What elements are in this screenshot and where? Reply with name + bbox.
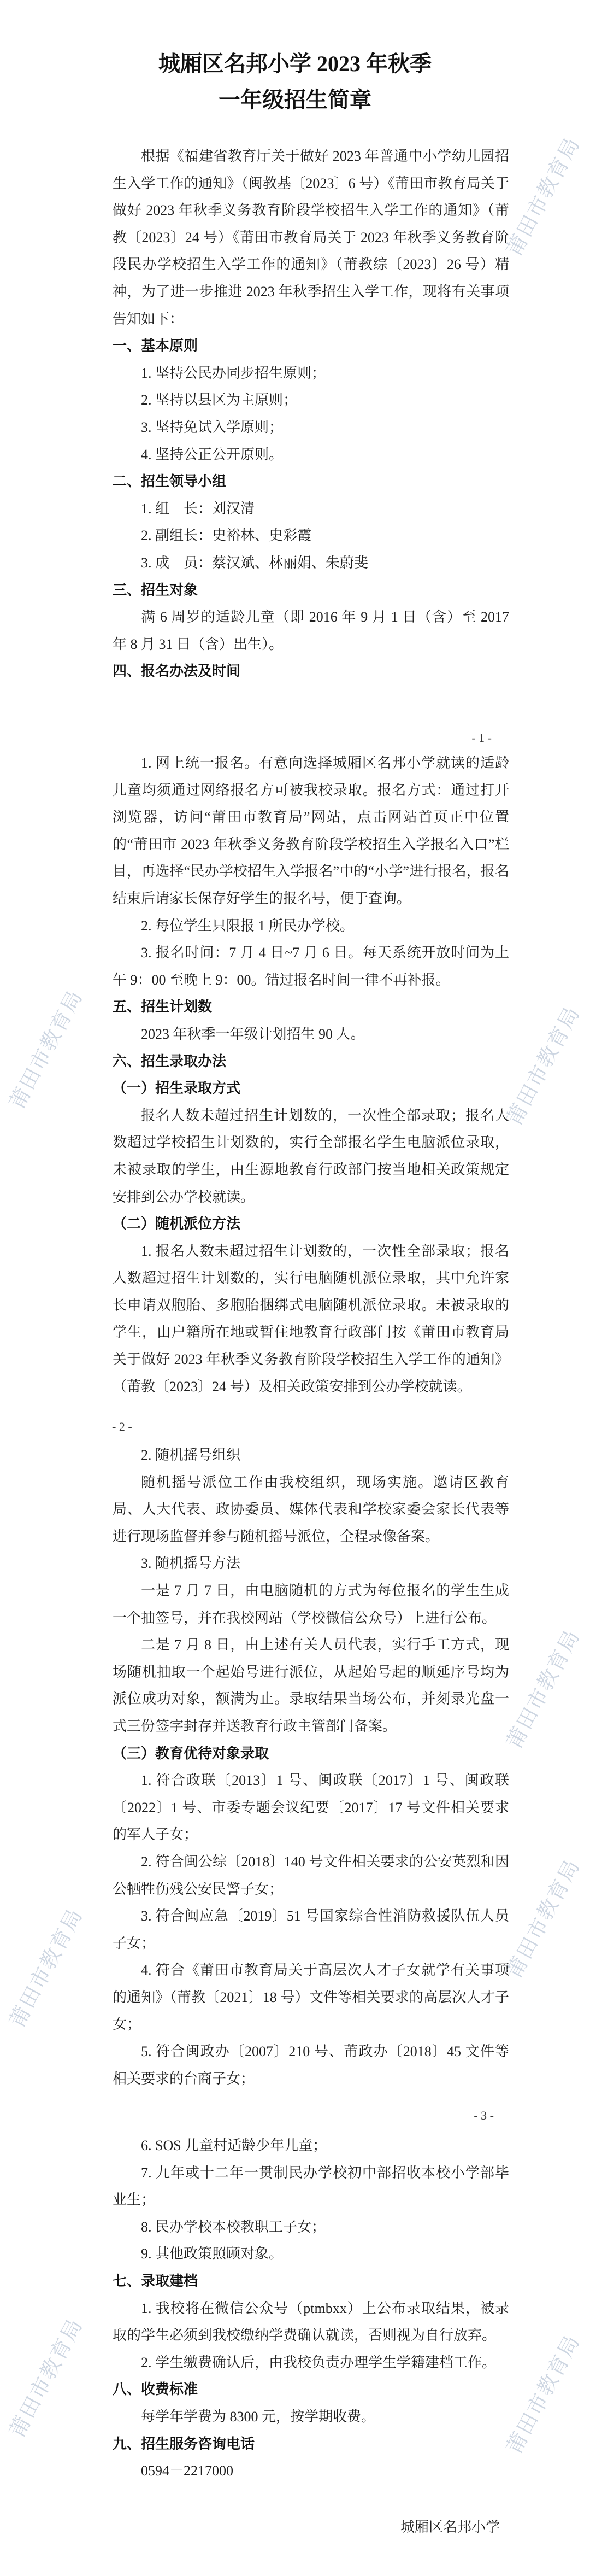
watermark: 莆田市教育局 — [503, 1626, 585, 1753]
paragraph: 一是 7 月 7 日，由电脑随机的方式为每位报名的学生生成一个抽签号，并在我校网站（学校微信公众号）上进行公布。 — [113, 1582, 509, 1626]
subsection-heading: （三）教育优待对象录取 — [113, 1745, 269, 1761]
list-item: 2. 副组长：史裕林、史彩霞 — [141, 528, 312, 544]
section-heading: 九、招生服务咨询电话 — [113, 2435, 255, 2452]
page-section — [113, 750, 509, 1400]
page-number: - 3 - — [474, 2109, 494, 2122]
list-item: 2. 随机摇号组织 — [141, 1447, 241, 1463]
list-item: 4. 坚持公正公开原则。 — [141, 446, 284, 462]
list-item: 1. 组 长：刘汉清 — [141, 500, 255, 517]
subsection-heading: （二）随机派位方法 — [113, 1216, 241, 1232]
paragraph: 随机摇号派位工作由我校组织，现场实施。邀请区教育局、人大代表、政协委员、媒体代表和学校家委会家长代表等进行现场监督并参与随机摇号派位，全程录像备案。 — [113, 1474, 509, 1544]
watermark: 莆田市教育局 — [503, 2331, 585, 2458]
page-number: - 2 - — [112, 1420, 132, 1433]
list-item: 5. 符合闽政办〔2007〕210 号、莆政办〔2018〕45 文件等相关要求的台商子女； — [113, 2044, 509, 2087]
page-section — [113, 143, 509, 685]
paragraph: 满 6 周岁的适龄儿童（即 2016 年 9 月 1 日（含）至 2017 年 8 月 31 日（含）出生）。 — [113, 609, 509, 652]
section-heading: 三、招生对象 — [113, 581, 198, 598]
list-item: 1. 符合政联〔2013〕1 号、闽政联〔2017〕1 号、闽政联〔2022〕1 号、市委专题会议纪要〔2017〕17 号文件相关要求的军人子女； — [113, 1772, 509, 1843]
section-heading: 四、报名办法及时间 — [113, 663, 241, 680]
list-item: 1. 我校将在微信公众号（ptmbxx）上公布录取结果，被录取的学生必须到我校缴纳学费确认就读，否则视为自行放弃。 — [113, 2300, 509, 2344]
list-item: 3. 符合闽应急〔2019〕51 号国家综合性消防救援队伍人员子女； — [113, 1908, 509, 1951]
watermark: 莆田市教育局 — [5, 1905, 87, 2031]
list-item: 1. 报名人数未超过招生计划数的，一次性全部录取；报名人数超过招生计划数的，实行电脑随机派位录取，其中允许家长申请双胞胎、多胞胎捆绑式电脑随机派位录取。未被录取的学生，由户籍所在地或暂住地教育行政部门按《莆田市教育局关于做好 2023 年秋季义务教育阶段学校招生入学工作的通知》（莆教〔2023〕24 号）及相关政策安排到公办学校就读。 — [113, 1243, 509, 1395]
section-heading: 五、招生计划数 — [113, 998, 213, 1015]
list-item: 1. 网上统一报名。有意向选择城厢区名邦小学就读的适龄儿童均须通过网络报名方可被我校录取。报名方式：通过打开浏览器，访问“莆田市教育局”网站，点击网站首页正中位置的“莆田市 2023 年秋季义务教育阶段学校招生入学报名入口”栏目，再选择“民办学校招生入学报名”中的“小学”进行报名，报名结束后请家长保存好学生的报名号，便于查询。 — [113, 755, 509, 906]
list-item: 4. 符合《莆田市教育局关于高层次人才子女就学有关事项的通知》（莆教〔2021〕18 号）文件等相关要求的高层次人才子女； — [113, 1962, 509, 2033]
paragraph: 每学年学费为 8300 元，按学期收费。 — [141, 2408, 376, 2425]
list-item: 6. SOS 儿童村适龄少年儿童； — [141, 2138, 327, 2153]
list-item: 8. 民办学校本校教职工子女； — [141, 2218, 326, 2235]
list-item: 3. 坚持免试入学原则； — [141, 419, 284, 435]
paragraph: 0594－2217000 — [141, 2463, 234, 2479]
list-item: 9. 其他政策照顾对象。 — [141, 2246, 284, 2262]
list-item: 1. 坚持公民办同步招生原则； — [141, 365, 326, 381]
watermark: 莆田市教育局 — [5, 986, 87, 1113]
signature: 城厢区名邦小学 — [400, 2519, 500, 2535]
list-item: 3. 随机摇号方法 — [141, 1555, 241, 1572]
list-item: 2. 符合闽公综〔2018〕140 号文件相关要求的公安英烈和因公牺牲伤残公安民警子女； — [113, 1853, 509, 1897]
watermark: 莆田市教育局 — [503, 1003, 585, 1129]
list-item: 2. 每位学生只限报 1 所民办学校。 — [141, 917, 355, 934]
list-item: 3. 报名时间：7 月 4 日~7 月 6 日。每天系统开放时间为上午 9：00 至晚上 9：00。错过报名时间一律不再补报。 — [113, 945, 509, 988]
page-number: - 1 - — [471, 731, 492, 745]
section-heading: 六、招生录取办法 — [113, 1052, 227, 1069]
paragraph: 2023 年秋季一年级计划招生 90 人。 — [141, 1026, 365, 1042]
paragraph: 二是 7 月 8 日，由上述有关人员代表，实行手工方式，现场随机抽取一个起始号进行派位，从起始号起的顺延序号均为派位成功对象，额满为止。录取结果当场公布，并刻录光盘一式三份签字封存并送教育行政主管部门备案。 — [113, 1637, 509, 1734]
section-heading: 七、录取建档 — [113, 2272, 198, 2289]
title-line-2: 一年级招生简章 — [219, 87, 371, 112]
watermark: 莆田市教育局 — [503, 133, 585, 260]
list-item: 3. 成 员：蔡汉斌、林丽娟、朱蔚斐 — [141, 554, 369, 571]
watermark: 莆田市教育局 — [503, 1855, 585, 1982]
list-item: 2. 坚持以县区为主原则； — [141, 392, 298, 408]
paragraph: 根据《福建省教育厅关于做好 2023 年普通中小学幼儿园招生入学工作的通知》（闽教基〔2023〕6 号）《莆田市教育局关于做好 2023 年秋季义务教育阶段学校招生入学工作的通知》（莆教〔2023〕24 号）《莆田市教育局关于 2023 年秋季义务教育阶段民办学校招生入学工作的通知》（莆教综〔2023〕26 号）精神，为了进一步推进 2023 年秋季招生入学工作，现将有关事项告知如下： — [113, 148, 509, 327]
list-item: 7. 九年或十二年一贯制民办学校初中部招收本校小学部毕业生； — [113, 2164, 509, 2208]
watermark: 莆田市教育局 — [5, 2315, 87, 2442]
title-line-1: 城厢区名邦小学 2023 年秋季 — [158, 51, 432, 76]
subsection-heading: （一）招生录取方式 — [113, 1080, 241, 1097]
list-item: 2. 学生缴费确认后，由我校负责办理学生学籍建档工作。 — [141, 2354, 497, 2370]
section-heading: 一、基本原则 — [113, 337, 198, 354]
paragraph: 报名人数未超过招生计划数的，一次性全部录取；报名人数超过学校招生计划数的，实行全部报名学生电脑派位录取，未被录取的学生，由生源地教育行政部门按当地相关政策规定安排到公办学校就读。 — [113, 1107, 509, 1205]
section-heading: 八、收费标准 — [113, 2381, 198, 2398]
section-heading: 二、招生领导小组 — [113, 473, 227, 490]
page-section — [113, 2132, 509, 2485]
page-section — [113, 1442, 509, 2092]
